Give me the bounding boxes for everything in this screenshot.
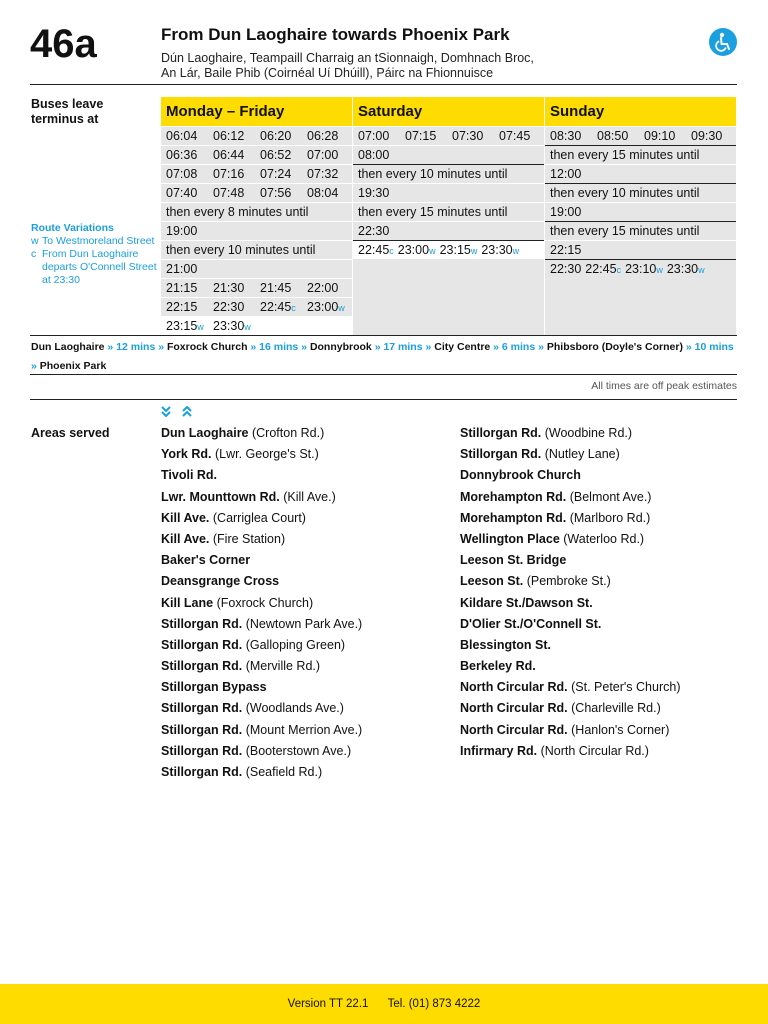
- departure-time: 22:30: [550, 262, 582, 276]
- area-stop: Stillorgan Rd. (Galloping Green): [161, 637, 346, 652]
- departure-time: 07:48: [213, 186, 245, 200]
- journey-stop: Dun Laoghaire: [31, 341, 105, 353]
- direction-arrows-icon: [161, 406, 195, 421]
- departure-time: 23:30w: [481, 243, 520, 257]
- departure-time: 22:30: [213, 300, 245, 314]
- departure-time: 07:40: [166, 186, 198, 200]
- frequency-row: 22:30: [353, 221, 544, 240]
- departure-time: 06:04: [166, 129, 198, 143]
- area-stop: Baker's Corner: [161, 553, 251, 568]
- frequency-row: 08:00: [353, 145, 544, 164]
- journey-duration: » 17 mins »: [371, 341, 435, 353]
- time-row: [161, 297, 352, 316]
- variation-marker: c: [291, 303, 296, 313]
- departure-time: 22:45c: [585, 262, 622, 276]
- area-stop: Stillorgan Rd. (Booterstown Ave.): [161, 743, 352, 758]
- frequency-row: then every 15 minutes until: [353, 202, 544, 221]
- time-row: [353, 240, 544, 259]
- departure-time: 21:30: [213, 281, 245, 295]
- departure-time: 21:15: [166, 281, 198, 295]
- times-body: [545, 126, 736, 336]
- departure-time: 07:08: [166, 167, 198, 181]
- area-stop: Stillorgan Rd. (Seafield Rd.): [161, 765, 323, 779]
- time-row: [545, 259, 736, 278]
- departure-time: 23:00w: [307, 300, 345, 314]
- area-stop: Wellington Place (Waterloo Rd.): [460, 531, 645, 546]
- frequency-row: then every 8 minutes until: [161, 202, 352, 221]
- journey-stop: Donnybrook: [309, 341, 372, 353]
- departure-time: 22:15: [166, 300, 198, 314]
- area-stop: Stillorgan Rd. (Newtown Park Ave.): [161, 616, 363, 631]
- journey-times: [31, 338, 741, 376]
- time-row: [161, 164, 352, 183]
- journey-stop: Phoenix Park: [39, 360, 107, 372]
- frequency-row: then every 15 minutes until: [545, 221, 736, 240]
- areas-column-2: [460, 423, 681, 762]
- departure-time: 06:28: [307, 129, 339, 143]
- departure-time: 07:45: [499, 129, 531, 143]
- timetable-saturday: [353, 97, 544, 336]
- wheelchair-icon: [709, 28, 737, 56]
- frequency-row: 19:00: [161, 221, 352, 240]
- time-row: [161, 183, 352, 202]
- variation-marker: w: [338, 303, 345, 313]
- departure-time: 07:00: [358, 129, 390, 143]
- area-stop: Kill Lane (Foxrock Church): [161, 595, 314, 610]
- area-stop: Infirmary Rd. (North Circular Rd.): [460, 743, 649, 758]
- timetable-divider: [30, 335, 737, 336]
- page-title: From Dun Laoghaire towards Phoenix Park: [161, 25, 510, 44]
- variation-marker: w: [512, 246, 520, 256]
- route-variation-c: c From Dun Laoghaire departs O'Connell Street at 23:30: [31, 248, 157, 286]
- area-stop: North Circular Rd. (St. Peter's Church): [460, 680, 681, 695]
- departure-time: 23:15w: [439, 243, 478, 257]
- route-number: 46a: [30, 22, 97, 66]
- departure-time: 22:00: [307, 281, 339, 295]
- journey-stop: City Centre: [434, 341, 491, 353]
- area-stop: Donnybrook Church: [460, 468, 581, 483]
- frequency-row: then every 10 minutes until: [545, 183, 736, 202]
- frequency-row: then every 10 minutes until: [353, 164, 544, 183]
- area-stop: Kill Ave. (Carriglea Court): [161, 510, 306, 525]
- subtitle-line-2: An Lár, Baile Phib (Coirnéal Uí Dhúill), Páirc na Fhionnuisce: [161, 66, 494, 80]
- frequency-row: 12:00: [545, 164, 736, 183]
- journey-divider: [30, 374, 737, 375]
- frequency-row: 22:15: [545, 240, 736, 259]
- area-stop: Kill Ave. (Fire Station): [161, 531, 286, 546]
- timetable-sunday: [545, 97, 736, 336]
- time-row: [161, 145, 352, 164]
- time-row: [161, 126, 352, 145]
- journey-duration: » 6 mins »: [490, 341, 547, 353]
- variation-marker: w: [429, 246, 436, 256]
- area-stop: Kildare St./Dawson St.: [460, 595, 593, 610]
- time-row: [161, 316, 352, 335]
- departure-time: 23:00w: [397, 243, 436, 257]
- area-stop: Blessington St.: [460, 637, 551, 652]
- version-label: Version TT 22.1: [287, 998, 369, 1010]
- area-stop: North Circular Rd. (Charleville Rd.): [460, 701, 661, 716]
- variation-marker: w: [244, 322, 251, 332]
- departure-time: 22:45c: [260, 300, 296, 314]
- footer: [0, 984, 768, 1024]
- departure-time: 07:00: [307, 148, 339, 162]
- departure-time: 07:56: [260, 186, 292, 200]
- frequency-row: then every 15 minutes until: [545, 145, 736, 164]
- area-stop: Leeson St. Bridge: [460, 553, 567, 568]
- departure-time: 06:36: [166, 148, 198, 162]
- day-header: Saturday: [353, 97, 544, 126]
- departure-time: 22:45c: [358, 243, 394, 257]
- variation-marker: w: [656, 265, 663, 275]
- area-stop: Stillorgan Rd. (Woodbine Rd.): [460, 426, 633, 440]
- variation-marker: c: [616, 265, 622, 275]
- departure-time: 23:30w: [666, 262, 705, 276]
- frequency-row: 21:00: [161, 259, 352, 278]
- journey-duration: » 12 mins »: [104, 341, 167, 353]
- area-stop: Tivoli Rd.: [161, 468, 218, 483]
- departure-time: 09:30: [691, 129, 723, 143]
- departure-time: 23:15w: [166, 319, 204, 333]
- variation-marker: w: [197, 322, 204, 332]
- route-variations-title: Route Variations: [31, 222, 114, 234]
- timetable-monday-friday: [161, 97, 352, 336]
- departure-time: 08:50: [597, 129, 629, 143]
- departure-time: 06:12: [213, 129, 245, 143]
- area-stop: D'Olier St./O'Connell St.: [460, 616, 602, 631]
- areas-divider: [30, 399, 737, 400]
- area-stop: Deansgrange Cross: [161, 574, 280, 589]
- journey-duration: » 10 mins »: [31, 341, 734, 372]
- departure-time: 09:10: [644, 129, 676, 143]
- departure-time: 07:16: [213, 167, 245, 181]
- time-row: [353, 126, 544, 145]
- area-stop: Stillorgan Rd. (Merville Rd.): [161, 659, 321, 674]
- route-variation-w: w To Westmoreland Street: [31, 235, 155, 247]
- variation-marker: w: [698, 265, 705, 275]
- frequency-row: then every 10 minutes until: [161, 240, 352, 259]
- area-stop: Stillorgan Rd. (Woodlands Ave.): [161, 701, 344, 716]
- variation-marker: w: [470, 246, 478, 256]
- departure-time: 08:30: [550, 129, 582, 143]
- area-stop: York Rd. (Lwr. George's St.): [161, 447, 319, 462]
- buses-leave-label: Buses leave terminus at: [31, 97, 104, 126]
- frequency-row: 19:30: [353, 183, 544, 202]
- journey-stop: Foxrock Church: [166, 341, 248, 353]
- subtitle-line-1: Dún Laoghaire, Teampaill Charraig an tSionnaigh, Domhnach Broc,: [161, 51, 534, 65]
- area-stop: North Circular Rd. (Hanlon's Corner): [460, 722, 670, 737]
- area-stop: Stillorgan Rd. (Nutley Lane): [460, 447, 620, 462]
- time-row: [545, 126, 736, 145]
- day-header: Monday – Friday: [161, 97, 352, 126]
- area-stop: Berkeley Rd.: [460, 659, 536, 674]
- area-stop: Leeson St. (Pembroke St.): [460, 574, 611, 589]
- departure-time: 06:44: [213, 148, 245, 162]
- telephone-label: Tel. (01) 873 4222: [387, 998, 481, 1010]
- area-stop: Lwr. Mounttown Rd. (Kill Ave.): [161, 489, 336, 504]
- variation-marker: c: [389, 246, 394, 256]
- departure-time: 23:30w: [213, 319, 251, 333]
- areas-column-1: [161, 423, 362, 783]
- departure-time: 07:15: [405, 129, 437, 143]
- area-stop: Dun Laoghaire (Crofton Rd.): [161, 426, 325, 440]
- times-body: [161, 126, 352, 336]
- departure-time: 21:45: [260, 281, 292, 295]
- departure-time: 23:10w: [625, 262, 663, 276]
- departure-time: 07:32: [307, 167, 339, 181]
- times-body: [353, 126, 544, 336]
- frequency-row: 19:00: [545, 202, 736, 221]
- day-header: Sunday: [545, 97, 736, 126]
- route-variations: [31, 222, 161, 287]
- areas-served-label: Areas served: [31, 426, 110, 440]
- departure-time: 07:30: [452, 129, 484, 143]
- journey-duration: » 16 mins »: [247, 341, 310, 353]
- top-divider: [30, 84, 737, 85]
- area-stop: Stillorgan Bypass: [161, 680, 267, 695]
- time-row: [161, 278, 352, 297]
- off-peak-note: All times are off peak estimates: [591, 380, 737, 392]
- departure-time: 06:52: [260, 148, 292, 162]
- journey-stop: Phibsboro (Doyle's Corner): [546, 341, 683, 353]
- departure-time: 08:04: [307, 186, 339, 200]
- area-stop: Stillorgan Rd. (Mount Merrion Ave.): [161, 722, 363, 737]
- departure-time: 06:20: [260, 129, 292, 143]
- area-stop: Morehampton Rd. (Belmont Ave.): [460, 489, 652, 504]
- area-stop: Morehampton Rd. (Marlboro Rd.): [460, 510, 651, 525]
- departure-time: 07:24: [260, 167, 292, 181]
